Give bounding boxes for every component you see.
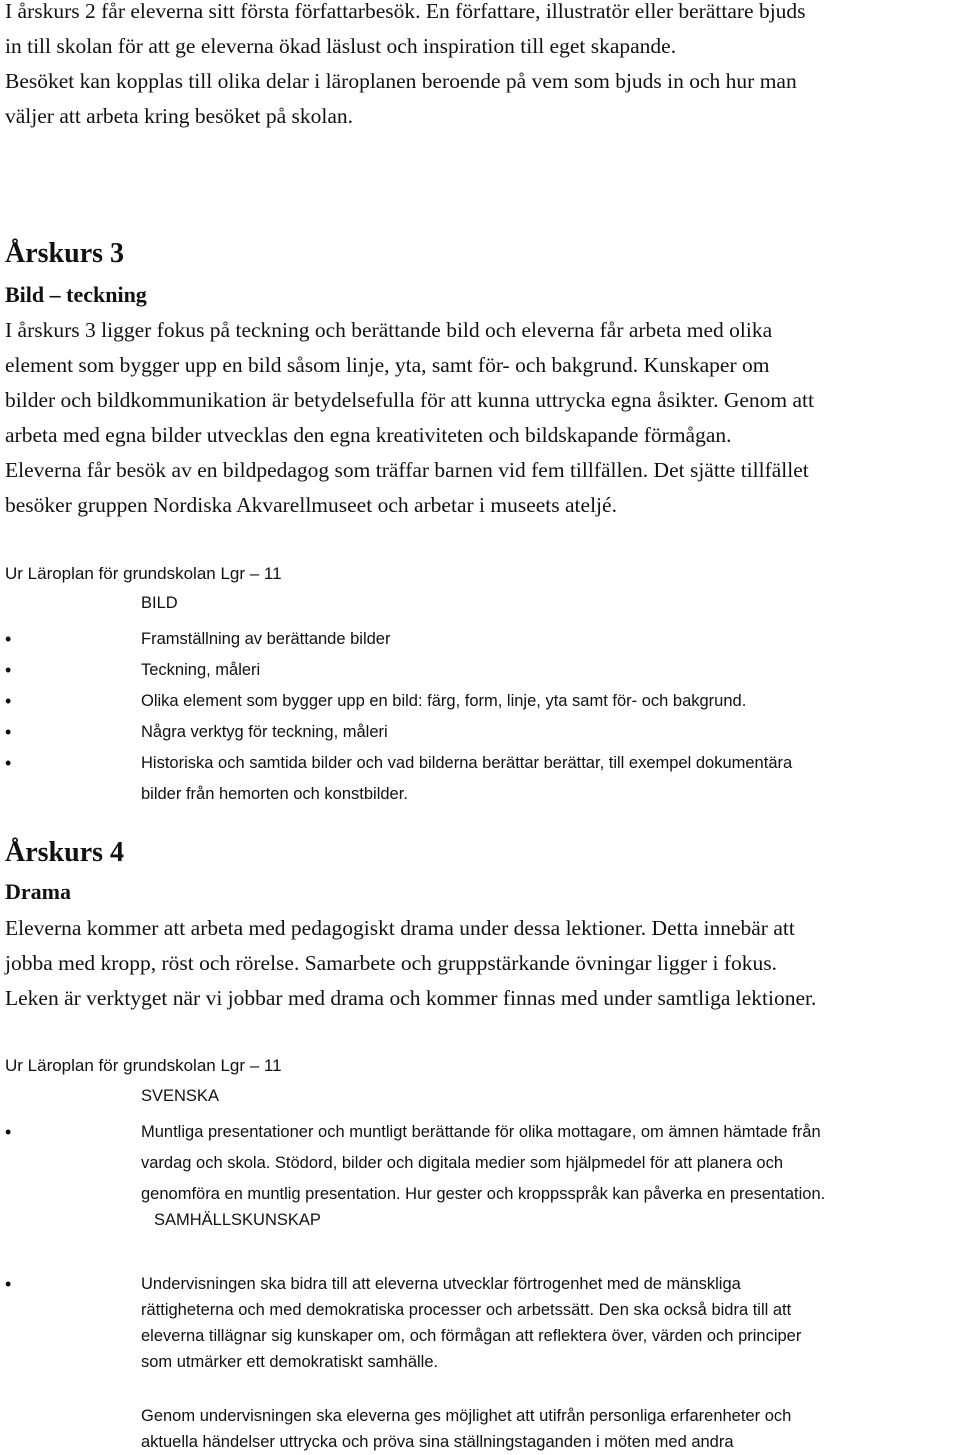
ak3-paragraph xyxy=(5,313,960,523)
ak4-paragraph xyxy=(5,911,960,1016)
ak3-line: Eleverna får besök av en bildpedagog som träffar barnen vid fem tillfällen. Det sjätte tillfället xyxy=(5,458,809,482)
ak3-line: I årskurs 3 ligger fokus på teckning och berättande bild och eleverna får arbeta med olika xyxy=(5,318,773,342)
intro-line: I årskurs 2 får eleverna sitt första författarbesök. En författare, illustratör eller berättare bjuds xyxy=(5,0,806,23)
list-item xyxy=(0,1117,825,1210)
subject-svenska: SVENSKA xyxy=(141,1087,219,1105)
list-item: • Framställning av berättande bilder xyxy=(0,624,792,655)
ak4-line: jobba med kropp, röst och rörelse. Samarbete och gruppstärkande övningar ligger i fokus. xyxy=(5,951,777,975)
ak3-line: element som bygger upp en bild såsom linje, yta, samt för- och bakgrund. Kunskaper om xyxy=(5,353,770,377)
list-item xyxy=(0,748,792,810)
list-item: • Teckning, måleri xyxy=(0,655,792,686)
list-item-text: Undervisningen ska bidra till att eleverna utvecklar förtrogenhet med de mänskliga xyxy=(141,1275,741,1293)
list-item-text: Muntliga presentationer och muntligt berättande för olika mottagare, om ämnen hämtade från xyxy=(141,1123,821,1141)
ak4-line: Eleverna kommer att arbeta med pedagogiskt drama under dessa lektioner. Detta innebär att xyxy=(5,916,795,940)
subject-samhallskunskap: SAMHÄLLSKUNSKAP xyxy=(154,1211,321,1229)
section-subtitle-ak4: Drama xyxy=(5,879,71,904)
samhallskunskap-bullet-list xyxy=(0,1271,801,1375)
intro-line: in till skolan för att ge eleverna ökad läslust och inspiration till eget skapande. xyxy=(5,34,677,58)
ak3-line: bilder och bildkommunikation är betydelsefulla för att kunna uttrycka egna åsikter. Genom att xyxy=(5,388,815,412)
subject-bild: BILD xyxy=(141,594,178,612)
list-item xyxy=(0,1271,801,1375)
ak3-line: besöker gruppen Nordiska Akvarellmuseet och arbetar i museets ateljé. xyxy=(5,493,617,517)
section-title-ak3: Årskurs 3 xyxy=(5,238,125,269)
section-title-ak4: Årskurs 4 xyxy=(5,837,125,868)
ak3-line: arbeta med egna bilder utvecklas den egna kreativiteten och bildskapande förmågan. xyxy=(5,423,732,447)
list-item-text: som utmärker ett demokratiskt samhälle. xyxy=(141,1353,439,1371)
list-item: • Några verktyg för teckning, måleri xyxy=(0,717,792,748)
curriculum-heading-ak4: Ur Läroplan för grundskolan Lgr – 11 xyxy=(5,1056,282,1075)
intro-paragraph xyxy=(5,0,960,134)
paragraph-line: aktuella händelser uttrycka och pröva sina ställningstaganden i möten med andra xyxy=(141,1433,734,1451)
list-item-text: eleverna tillägnar sig kunskaper om, och förmågan att reflektera över, värden och principer xyxy=(141,1327,802,1345)
list-item-text: vardag och skola. Stödord, bilder och digitala medier som hjälpmedel för att planera och xyxy=(141,1154,784,1172)
paragraph-line: Genom undervisningen ska eleverna ges möjlighet att utifrån personliga erfarenheter och xyxy=(141,1407,792,1425)
intro-line: Besöket kan kopplas till olika delar i läroplanen beroende på vem som bjuds in och hur man xyxy=(5,69,797,93)
bild-bullet-list xyxy=(0,624,792,810)
list-item: • Olika element som bygger upp en bild: färg, form, linje, yta samt för- och bakgrund. xyxy=(0,686,792,717)
list-item-text: Historiska och samtida bilder och vad bilderna berättar berättar, till exempel dokumentära xyxy=(141,754,793,772)
list-item-text: genomföra en muntlig presentation. Hur gester och kroppsspråk kan påverka en presentation. xyxy=(141,1185,826,1203)
curriculum-heading-ak3: Ur Läroplan för grundskolan Lgr – 11 xyxy=(5,564,282,583)
svenska-bullet-list xyxy=(0,1117,825,1210)
samhallskunskap-paragraph xyxy=(141,1403,941,1455)
list-item-text: rättigheterna och med demokratiska processer och arbetssätt. Den ska också bidra till att xyxy=(141,1301,792,1319)
list-item-text: bilder från hemorten och konstbilder. xyxy=(141,785,408,803)
section-subtitle-ak3: Bild – teckning xyxy=(5,282,147,307)
intro-line: väljer att arbeta kring besöket på skolan. xyxy=(5,104,354,128)
ak4-line: Leken är verktyget när vi jobbar med drama och kommer finnas med under samtliga lektioner. xyxy=(5,986,817,1010)
